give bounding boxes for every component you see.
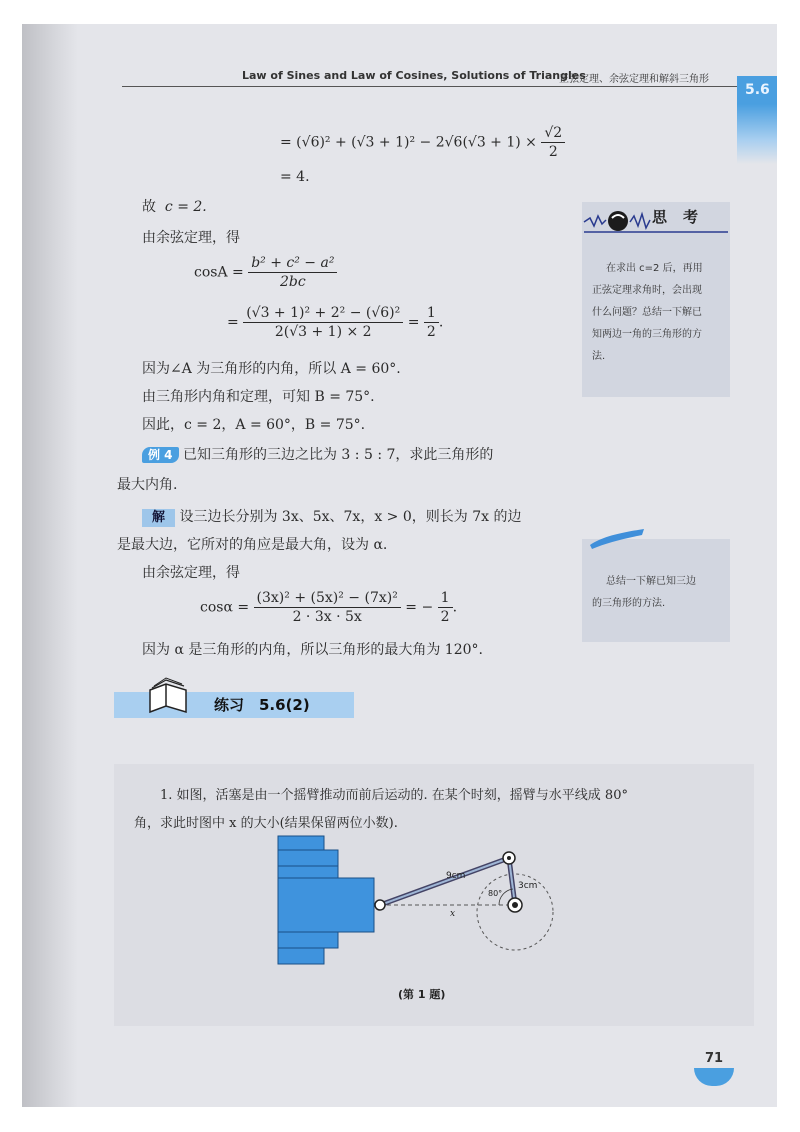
cosA-equation <box>194 254 337 291</box>
fraction-numerator: √2 <box>541 124 565 143</box>
cosA-label: cosA = <box>194 264 244 281</box>
calc-line-1 <box>280 124 565 161</box>
solution-text-1: 设三边长分别为 3x、5x、7x，x > 0，则长为 7x 的边 <box>179 509 522 525</box>
sidebar-think-line-3: 什么问题？总结一下解已 <box>592 307 702 318</box>
sidebar-summary-line-2: 的三角形的方法. <box>592 598 666 609</box>
conclusion-c <box>142 196 207 216</box>
label-3cm: 3cm <box>518 881 538 891</box>
fraction-numerator: 1 <box>438 589 453 608</box>
solution-line-1 <box>142 506 521 527</box>
label-80-degrees: 80° <box>488 889 503 898</box>
result-fraction <box>438 589 453 626</box>
example-4-line-2: 最大内角. <box>117 477 178 493</box>
figure-caption: (第 1 题) <box>398 988 446 1001</box>
fraction-denominator: 2(√3 + 1) × 2 <box>274 324 372 340</box>
cosA-evaluation: = $\frac{\text{(√3 + 1)² + 2² − (√6)²}}{2(√3 + 1) \times 2}$ = $\frac{1}{2}$ . <box>227 305 444 340</box>
fraction-numerator: (3x)² + (5x)² − (7x)² <box>254 589 401 608</box>
question-1-line-2: 角，求此时图中 x 的大小(结果保留两位小数). <box>134 816 398 831</box>
fraction-denominator: 2 <box>548 144 558 160</box>
example-4-conclusion: 因为 α 是三角形的内角，所以三角形的最大角为 120°. <box>142 642 483 658</box>
sidebar-think-line-5: 法. <box>592 351 606 362</box>
page-number: 71 <box>705 1051 724 1066</box>
book-spine-shadow <box>22 24 78 1107</box>
cos-alpha-label: cosα = <box>200 599 250 616</box>
equals-minus: = − <box>405 599 434 616</box>
section-tab-fade <box>737 104 777 164</box>
sidebar-think-line-1: 在求出 c=2 后，再用 <box>606 263 703 274</box>
header-english-title: Law of Sines and Law of Cosines, Solutions of Triangles <box>242 69 586 82</box>
label-x: x <box>450 909 456 919</box>
angle-A-statement: 因为∠A 为三角形的内角，所以 A = 60°. <box>142 361 401 377</box>
pen-stroke-icon <box>588 527 648 549</box>
fraction-numerator: 1 <box>424 304 439 323</box>
c-value: c = 2. <box>164 199 207 215</box>
fraction-numerator: (√3 + 1)² + 2² − (√6)² <box>243 304 403 323</box>
cos-alpha-fraction <box>254 589 401 626</box>
sidebar-summary-box <box>582 539 730 642</box>
book-icon <box>146 676 190 716</box>
sidebar-think-line-2: 正弦定理求角时，会出现 <box>592 285 702 296</box>
result-fraction <box>424 304 439 341</box>
example-4-line-1 <box>142 444 493 464</box>
fraction-denominator: 2bc <box>279 274 306 290</box>
cosA-fraction <box>248 254 337 291</box>
equals-sign: = <box>227 314 239 331</box>
fraction-denominator: 2 · 3x · 5x <box>292 609 362 625</box>
calc-line-1-fraction <box>541 124 565 161</box>
fraction-numerator: b² + c² − a² <box>248 254 337 273</box>
header-rule <box>122 86 737 87</box>
therefore-statement: 因此，c = 2，A = 60°，B = 75°. <box>142 417 366 433</box>
header-chinese-title: 正弦定理、余弦定理和解斜三角形 <box>559 74 709 85</box>
equals-sign: = <box>407 314 420 331</box>
fraction-denominator: 2 <box>426 324 436 340</box>
section-tab: 5.6 <box>737 76 777 104</box>
piston-figure <box>272 834 572 984</box>
cos-alpha-equation: cosα = $\frac{\text{(3x)² + (5x)² − (7x)²}}{2 \cdot 3x \cdot 5x}$ = − $\frac{1}{2}$ . <box>200 590 458 625</box>
fraction-denominator: 2 <box>440 609 450 625</box>
label-9cm: 9cm <box>446 871 466 881</box>
textbook-page <box>22 24 777 1107</box>
law-of-cosines-intro-2: 由余弦定理，得 <box>142 565 240 581</box>
example-badge: 例 4 <box>142 447 179 463</box>
cosA-eval-fraction <box>243 304 403 341</box>
solution-line-2: 是最大边，它所对的角应是最大角，设为 α. <box>117 537 388 553</box>
calc-line-2: = 4. <box>280 169 310 185</box>
sidebar-think-box <box>582 202 730 397</box>
sidebar-think-line-4: 知两边一角的三角形的方 <box>592 329 702 340</box>
question-1-line-1: 1. 如图，活塞是由一个摇臂推动而前后运动的. 在某个时刻，摇臂与水平线成 80° <box>160 788 628 803</box>
law-of-cosines-intro-1: 由余弦定理，得 <box>142 230 240 246</box>
calc-line-1-prefix: = (√6)² + (√3 + 1)² − 2√6(√3 + 1) × <box>280 134 537 151</box>
exercise-title: 练习 5.6(2) <box>214 696 310 714</box>
solution-badge: 解 <box>142 509 175 527</box>
page-number-tab <box>694 1068 734 1086</box>
example-4-text-1: 已知三角形的三边之比为 3 : 5 : 7，求此三角形的 <box>182 447 494 463</box>
sidebar-think-title: 思考 <box>652 208 715 226</box>
angle-sum-statement: 由三角形内角和定理，可知 B = 75°. <box>142 389 375 405</box>
sidebar-summary-line-1: 总结一下解已知三边 <box>606 576 696 587</box>
gu-label: 故 <box>142 199 156 215</box>
